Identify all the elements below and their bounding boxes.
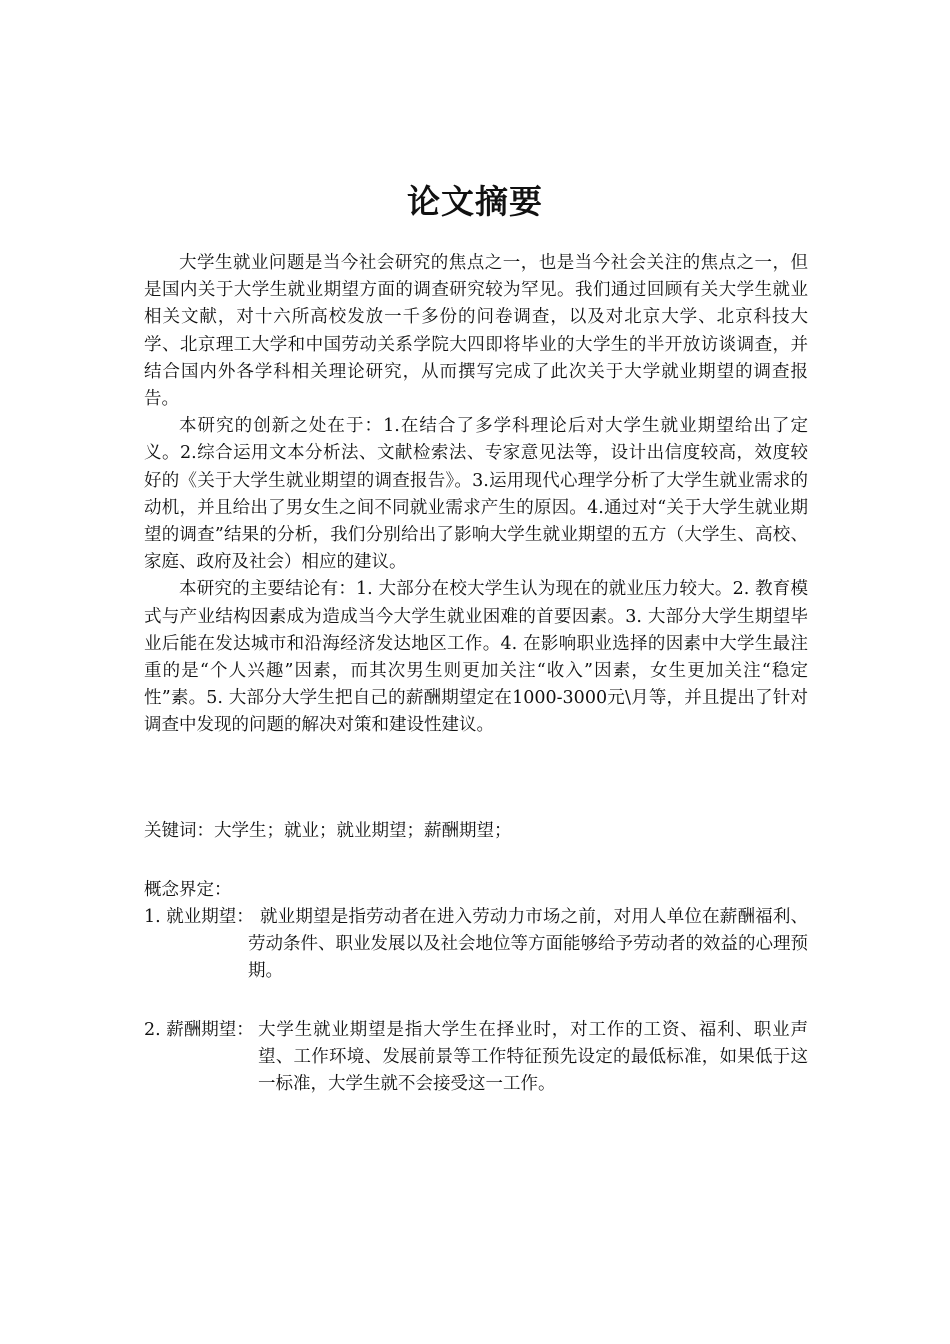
abstract-body [144, 250, 808, 740]
abstract-paragraph-conclusions: 本研究的主要结论有：1. 大部分在校大学生认为现在的就业压力较大。2. 教育模式与产业结构因素成为造成当今大学生就业困难的首要因素。3. 大部分大学生期望毕业后能在发达城市和沿海经济发达地区工作。4. 在影响职业选择的因素中大学生最注重的是“个人兴趣”因素，而其次男生则更加关注“收入”因素，女生更加关注“稳定性”素。5. 大部分大学生把自己的薪酬期望定在1000-3000元\月等，并且提出了针对调查中发现的问题的解决对策和建设性建议。 [144, 579, 808, 736]
concept-term: 1. 就业期望： [144, 907, 254, 927]
abstract-paragraph-innovations: 本研究的创新之处在于：1.在结合了多学科理论后对大学生就业期望给出了定义。2.综合运用文本分析法、文献检索法、专家意见法等，设计出信度较高，效度较好的《关于大学生就业期望的调查报告》。3.运用现代心理学分析了大学生就业需求的动机，并且给出了男女生之间不同就业需求产生的原因。4.通过对“关于大学生就业期望的调查”结果的分析，我们分别给出了影响大学生就业期望的五方（大学生、高校、家庭、政府及社会）相应的建议。 [144, 416, 808, 573]
page-title: 论文摘要 [407, 182, 543, 221]
concept-term: 2. 薪酬期望： [144, 1020, 254, 1040]
concept-item-employment-expectation [144, 904, 824, 994]
keywords-line: 关键词：大学生；就业；就业期望；薪酬期望； [144, 821, 512, 841]
concept-item-salary-expectation [144, 1017, 824, 1107]
abstract-paragraph-background: 大学生就业问题是当今社会研究的焦点之一，也是当今社会关注的焦点之一，但是国内关于大学生就业期望方面的调查研究较为罕见。我们通过回顾有关大学生就业相关文献，对十六所高校发放一千多份的问卷调查，以及对北京大学、北京科技大学、北京理工大学和中国劳动关系学院大四即将毕业的大学生的半开放访谈调查，并结合国内外各学科相关理论研究，从而撰写完成了此次关于大学就业期望的调查报告。 [144, 253, 808, 410]
concept-definition: 就业期望是指劳动者在进入劳动力市场之前，对用人单位在薪酬福利、劳动条件、职业发展以及社会地位等方面能够给予劳动者的效益的心理预期。 [248, 907, 808, 981]
concept-definition: 大学生就业期望是指大学生在择业时，对工作的工资、福利、职业声望、工作环境、发展前景等工作特征预先设定的最低标准，如果低于这一标准，大学生就不会接受这一工作。 [258, 1020, 808, 1094]
concepts-heading: 概念界定： [144, 880, 232, 900]
